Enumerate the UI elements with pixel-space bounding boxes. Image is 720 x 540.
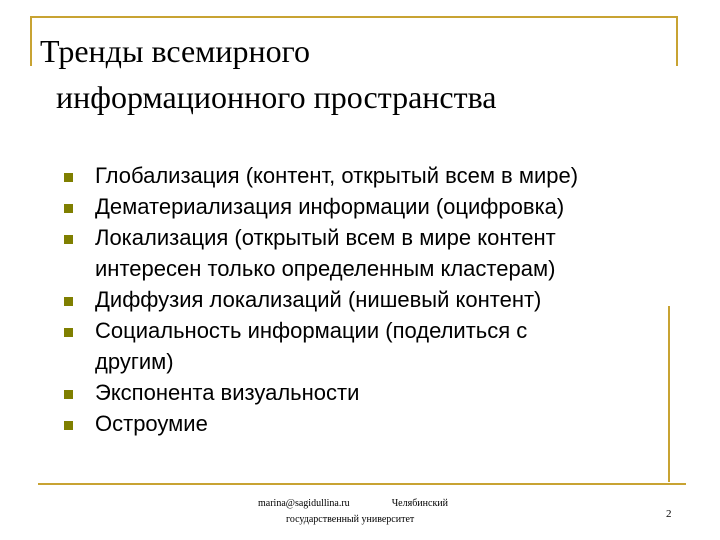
right-vertical-rule xyxy=(668,306,670,482)
square-bullet-icon xyxy=(64,328,73,337)
footer-email: marina@sagidullina.ru xyxy=(258,498,350,509)
bullet-item xyxy=(64,377,664,408)
footer-org-line-1: Челябинский xyxy=(391,498,449,509)
footer-rule xyxy=(38,483,686,485)
slide-footer xyxy=(258,496,498,528)
square-bullet-icon xyxy=(64,173,73,182)
slide-title xyxy=(40,28,660,120)
bullet-text: Остроумие xyxy=(95,411,208,436)
bullet-text: Социальность информации (поделиться с xyxy=(95,318,528,343)
bullet-text: Локализация (открытый всем в мире контент xyxy=(95,225,556,250)
bullet-text: Глобализация (контент, открытый всем в мире) xyxy=(95,163,579,188)
bullet-item xyxy=(64,191,664,222)
slide-title-line-2: информационного пространства xyxy=(56,79,497,115)
bullet-text: Диффузия локализаций (нишевый контент) xyxy=(95,287,542,312)
frame-right-rule xyxy=(676,16,678,66)
square-bullet-icon xyxy=(64,297,73,306)
bullet-text-continuation: интересен только определенным кластерам) xyxy=(95,256,556,281)
bullet-item xyxy=(64,222,664,284)
bullet-text-continuation: другим) xyxy=(95,349,174,374)
bullet-item xyxy=(64,408,664,439)
page-number: 2 xyxy=(666,508,672,520)
square-bullet-icon xyxy=(64,204,73,213)
square-bullet-icon xyxy=(64,421,73,430)
frame-left-rule xyxy=(30,16,32,66)
bullet-item xyxy=(64,160,664,191)
bullet-list xyxy=(64,160,664,439)
square-bullet-icon xyxy=(64,390,73,399)
bullet-text: Экспонента визуальности xyxy=(95,380,360,405)
slide-title-line-1: Тренды всемирного xyxy=(40,33,310,69)
bullet-item xyxy=(64,315,664,377)
bullet-item xyxy=(64,284,664,315)
frame-top-rule xyxy=(30,16,678,18)
square-bullet-icon xyxy=(64,235,73,244)
bullet-text: Дематериализация информации (оцифровка) xyxy=(95,194,565,219)
footer-org-line-2: государственный университет xyxy=(286,514,415,525)
